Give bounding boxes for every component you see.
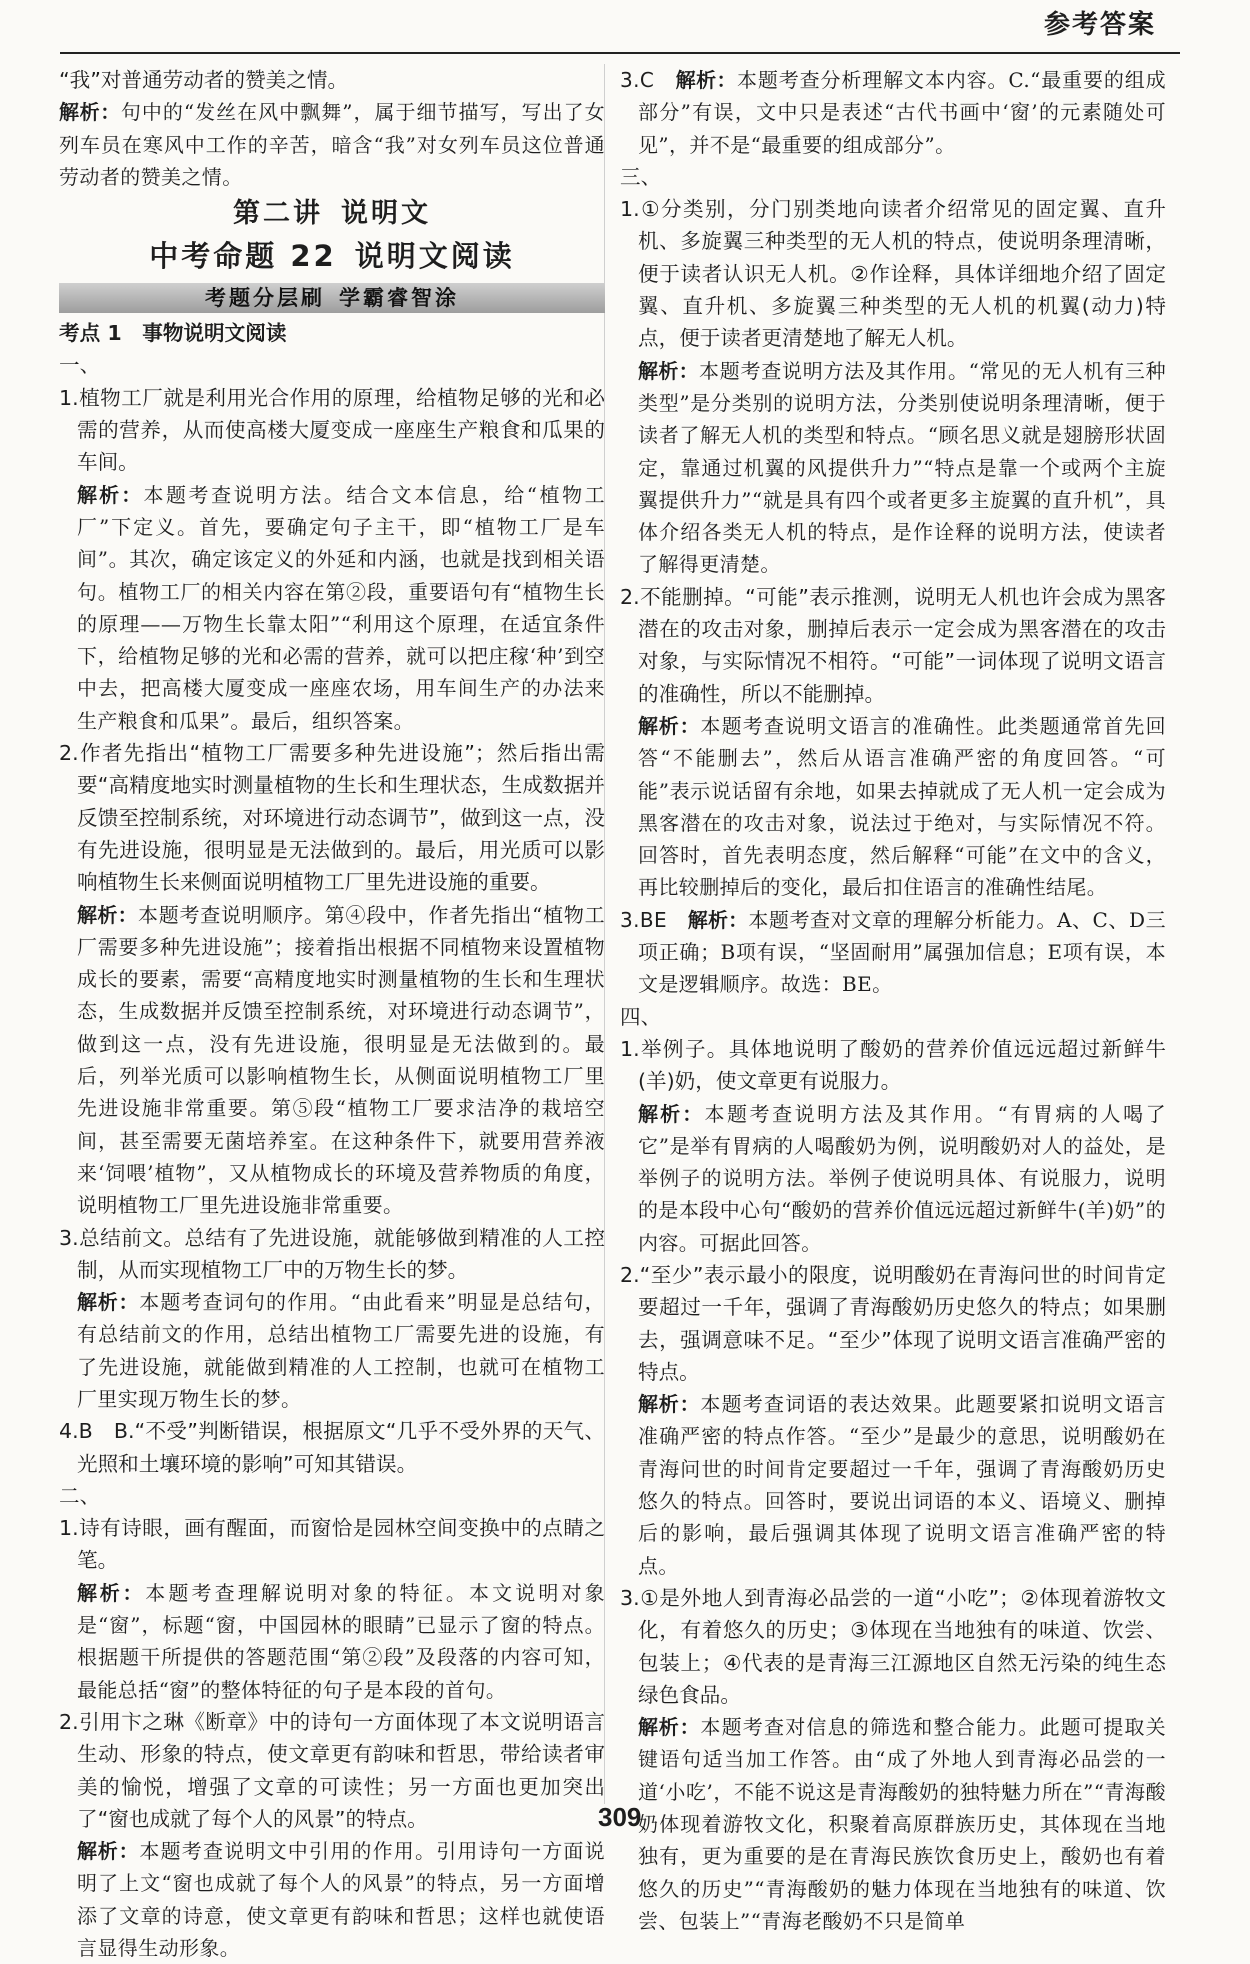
analysis-1-1: 解析：本题考查说明方法。结合文本信息，给“植物工厂”下定义。首先，要确定句子主干，即“植物工厂是车间”。其次，确定该定义的外延和内涵，也就是找到相关语句。植物工厂的相关内容在第②段，重要语句有“植物生长的原理——万物生长靠太阳”“利用这个原理，在适宜条件下，给植物足够的光和必需的营养，就可以把庄稼‘种’到空中去，把高楼大厦变成一座座农场，用车间生产的办法来生产粮食和瓜果”。最后，组织答案。 [77, 482, 606, 733]
section-two-marker: 二、 [59, 1483, 101, 1508]
analysis-2-2: 解析：本题考查说明文中引用的作用。引用诗句一方面说明了上文“窗也成就了每个人的风景”的特点，另一方面增添了文章的诗意，使文章更有韵味和哲思；这样也就使语言显得生动形象。 [77, 1839, 605, 1961]
answer-2-3: 3.C 解析：本题考查分析理解文本内容。C.“最重要的组成部分”有误，文中只是表述“古代书画中‘窗’的元素随处可见”，并不是“最重要的组成部分”。 [620, 68, 1166, 157]
intro-tail: “我”对普通劳动者的赞美之情。 [59, 68, 349, 92]
analysis-4-2: 解析：本题考查词语的表达效果。此题要紧扣说明文语言准确严密的特点作答。“至少”是最少的意思，说明酸奶在青海问世的时间肯定要超过一千年，强调了青海酸奶历史悠久的特点。回答时，要说出词语的本义、语境义、删掉后的影响，最后强调其体现了说明文语言准确严密的特点。 [638, 1392, 1166, 1578]
section-banner: 考题分层刷 学霸睿智涂 [59, 283, 605, 313]
header-rule [60, 52, 1180, 54]
analysis-4-1: 解析：本题考查说明方法及其作用。“有胃病的人喝了它”是举有胃病的人喝酸奶为例，说明酸奶对人的益处，是举例子的说明方法。举例子使说明具体、有说服力，说明的是本段中心句“酸奶的营养价值远远超过新鲜牛(羊)奶”的内容。可据此回答。 [638, 1101, 1167, 1255]
analysis-4-3: 解析：本题考查对信息的筛选和整合能力。此题可提取关键语句适当加工作答。由“成了外地人到青海必品尝的一道‘小吃’，不能不说这是青海酸奶的独特魅力所在”“青海酸奶体现着游牧文化，积聚着高原群族历史，其体现在当地独有，更为重要的是在青海民族饮食历史上，酸奶也有着悠久的历史”“青海酸奶的魅力体现在当地独有的味道、饮尝、包装上”“青海老酸奶不只是简单 [638, 1715, 1166, 1933]
answer-4-3: 3.①是外地人到青海必品尝的一道“小吃”；②体现着游牧文化，有着悠久的历史；③体现在当地独有的味道、饮尝、包装上；④代表的是青海三江源地区自然无污染的纯生态绿色食品。 [620, 1585, 1166, 1707]
right-column [620, 64, 1166, 1937]
analysis-2-1: 解析：本题考查理解说明对象的特征。本文说明对象是“窗”，标题“窗，中国园林的眼睛”已显示了窗的特点。根据题干所提供的答题范围“第②段”及段落的内容可知，最能总括“窗”的整体特征的句子是本段的首句。 [77, 1580, 606, 1702]
section-one-marker: 一、 [59, 353, 101, 378]
analysis-3-1: 解析：本题考查说明方法及其作用。“常见的无人机有三种类型”是分类别的说明方法，分类别使说明条理清晰，便于读者了解无人机的类型和特点。“顾名思义就是翅膀形状固定，靠通过机翼的风提供升力”“特点是靠一个或两个主旋翼提供升力”“就是具有四个或者更多主旋翼的直升机”，具体介绍各类无人机的特点，是作诠释的说明方法，使读者了解得更清楚。 [638, 358, 1166, 577]
header-title: 参考答案 [1043, 10, 1156, 40]
analysis-label: 解析： [59, 100, 121, 125]
answer-3-1: 1.①分类别，分门别类地向读者介绍常见的固定翼、直升机、多旋翼三种类型的无人机的特点，使说明条理清晰，便于读者认识无人机。②作诠释，具体详细地介绍了固定翼、直升机、多旋翼三种类型的无人机的机翼(动力)特点，便于读者更清楚地了解无人机。 [620, 197, 1166, 351]
intro-analysis: 解析：句中的“发丝在风中飘舞”，属于细节描写，写出了女列车员在寒风中工作的辛苦，暗含“我”对女列车员这位普通劳动者的赞美之情。 [59, 100, 605, 189]
answer-1-3: 3.总结前文。总结有了先进设施，就能够做到精准的人工控制，从而实现植物工厂中的万物生长的梦。 [59, 1225, 605, 1282]
analysis-1-3: 解析：本题考查词句的作用。“由此看来”明显是总结句，有总结前文的作用，总结出植物工厂需要先进的设施，有了先进设施，就能做到精准的人工控制，也就可在植物工厂里实现万物生长的梦。 [77, 1290, 605, 1411]
kaodian-heading: 考点 1 事物说明文阅读 [59, 321, 287, 346]
answer-2-1: 1.诗有诗眼，画有醒面，而窗恰是园林空间变换中的点睛之笔。 [59, 1516, 605, 1573]
answer-4-2: 2.“至少”表示最小的限度，说明酸奶在青海问世的时间肯定要超过一千年，强调了青海酸奶历史悠久的特点；如果删去，强调意味不足。“至少”体现了说明文语言准确严密的特点。 [620, 1262, 1166, 1384]
answer-1-4: 4.B B.“不受”判断错误，根据原文“几乎不受外界的天气、光照和土壤环境的影响”可知其错误。 [59, 1419, 605, 1476]
analysis-3-2: 解析：本题考查说明文语言的准确性。此类题通常首先回答“不能删去”，然后从语言准确严密的角度回答。“可能”表示说话留有余地，如果去掉就成了无人机一定会成为黑客潜在的攻击对象，说法过于绝对，与实际情况不符。回答时，首先表明态度，然后解释“可能”在文中的含义，再比较删掉后的变化，最后扣住语言的准确性结尾。 [638, 713, 1166, 900]
left-column [59, 64, 605, 1964]
topic-title: 中考命题 22 说明文阅读 [149, 239, 515, 274]
answer-1-1: 1.植物工厂就是利用光合作用的原理，给植物足够的光和必需的营养，从而使高楼大厦变成一座座生产粮食和瓜果的车间。 [59, 385, 605, 475]
answer-3-3: 3.BE 解析：本题考查对文章的理解分析能力。A、C、D三项正确；B项有误，“坚固耐用”属强加信息；E项有误，本文是逻辑顺序。故选：BE。 [620, 907, 1166, 997]
answer-4-1: 1.举例子。具体地说明了酸奶的营养价值远远超过新鲜牛(羊)奶，使文章更有说服力。 [620, 1036, 1166, 1094]
section-three-marker: 三、 [620, 164, 662, 189]
section-four-marker: 四、 [620, 1004, 662, 1029]
answer-2-2: 2.引用卞之琳《断章》中的诗句一方面体现了本文说明语言生动、形象的特点，使文章更有韵味和哲思，带给读者审美的愉悦，增强了文章的可读性；另一方面也更加突出了“窗也成就了每个人的风景”的特点。 [59, 1709, 605, 1831]
page-number: 309 [598, 1802, 642, 1832]
answer-1-2: 2.作者先指出“植物工厂需要多种先进设施”；然后指出需要“高精度地实时测量植物的生长和生理状态，生成数据并反馈至控制系统，对环境进行动态调节”，做到这一点，没有先进设施，很明显是无法做到的。最后，用光质可以影响植物生长来侧面说明植物工厂里先进设施的重要。 [59, 741, 605, 895]
analysis-1-2: 解析：本题考查说明顺序。第④段中，作者先指出“植物工厂需要多种先进设施”；接着指出根据不同植物来设置植物成长的要素，需要“高精度地实时测量植物的生长和生理状态，生成数据并反馈至控制系统，对环境进行动态调节”，做到这一点，没有先进设施，很明显是无法做到的。最后，列举光质可以影响植物生长，从侧面说明植物工厂里先进设施非常重要。第⑤段“植物工厂要求洁净的栽培空间，甚至需要无菌培养室。在这种条件下，就要用营养液来‘饲喂’植物”，又从植物成长的环境及营养物质的角度，说明植物工厂里先进设施非常重要。 [77, 902, 605, 1218]
answer-3-2: 2.不能删掉。“可能”表示推测，说明无人机也许会成为黑客潜在的攻击对象，删掉后表示一定会成为黑客潜在的攻击对象，与实际情况不相符。“可能”一词体现了说明文语言的准确性，所以不能删掉。 [620, 584, 1166, 706]
lecture-title: 第二讲 说明文 [233, 198, 431, 230]
